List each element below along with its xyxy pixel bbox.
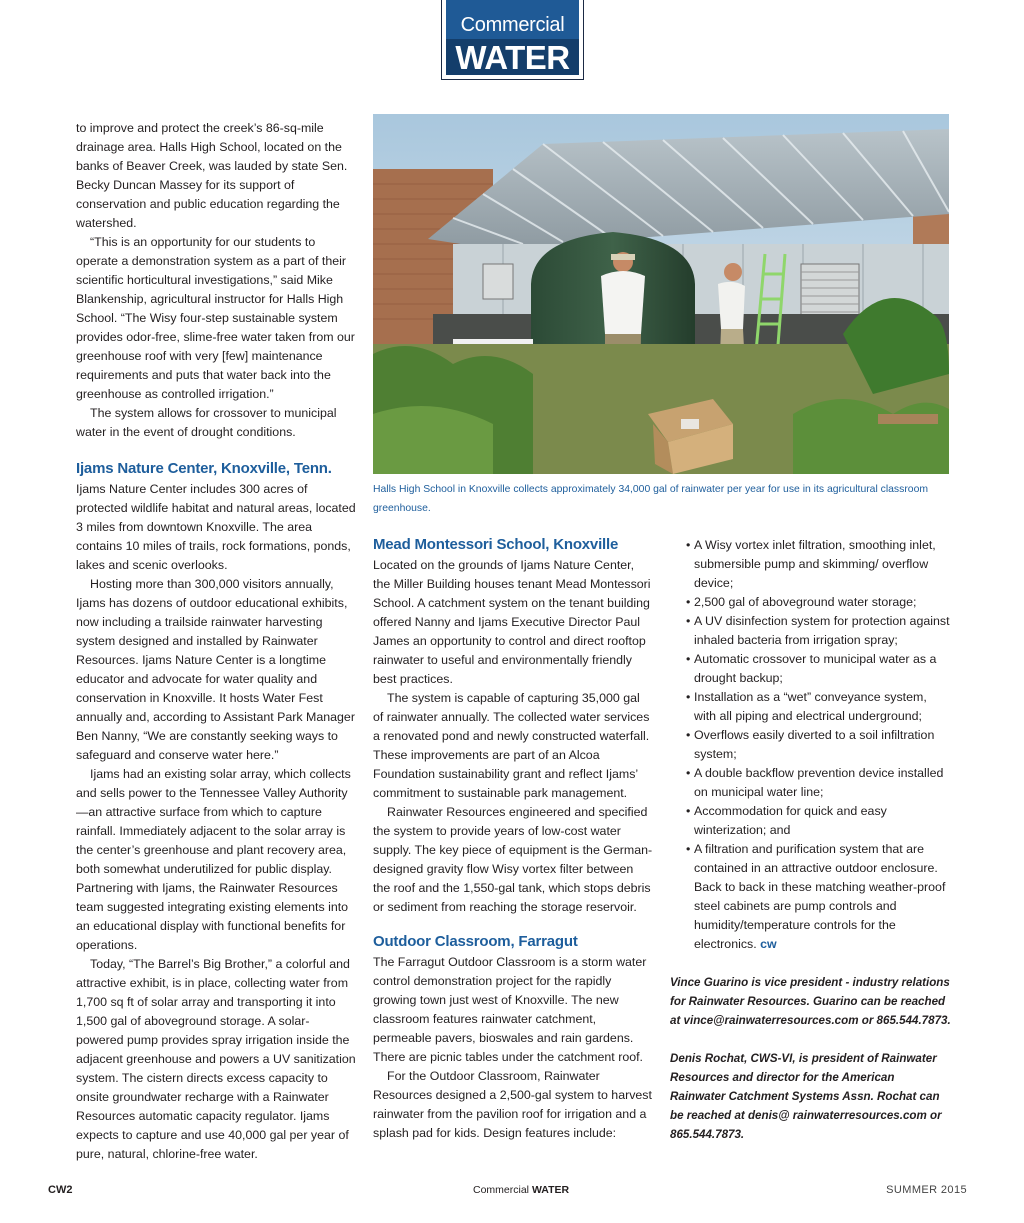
list-item: • A UV disinfection system for protection against inhaled bacteria from irrigation spray;: [686, 612, 952, 650]
paragraph: Rainwater Resources engineered and specified the system to provide years of low-cost water supply. The key piece of equipment is the German-designed gravity flow Wisy vortex filter between the roof and the 1,550-gal tank, which stops debris or sediment from reaching the storage reservoir.: [373, 805, 653, 914]
list-item: • Installation as a “wet” conveyance system, with all piping and electrical underground;: [686, 688, 952, 726]
end-mark: cw: [760, 937, 777, 951]
paragraph: Ijams Nature Center includes 300 acres of protected wildlife habitat and natural areas, located 3 miles from downtown Knoxville. The area contains 10 miles of trails, rock formations, ponds, lakes and scenic overlooks.: [76, 482, 356, 572]
section-heading-mead-montessori: Mead Montessori School, Knoxville: [373, 536, 619, 553]
list-item: • Overflows easily diverted to a soil infiltration system;: [686, 726, 952, 764]
page-number: CW2: [48, 1184, 73, 1196]
paragraph: The Farragut Outdoor Classroom is a storm water control demonstration project for the rapidly growing town just west of Knoxville. The new classroom features rainwater catchment, permeable pavers, bioswales and rain gardens. There are picnic tables under the catchment roof.: [373, 955, 647, 1064]
masthead-panel: [446, 0, 579, 75]
greenhouse-rain-tank-photo: [373, 114, 949, 474]
paragraph: to improve and protect the creek’s 86-sq-mile drainage area. Halls High School, located on the banks of Beaver Creek, was lauded by state Sen. Becky Duncan Massey for its support of conservation and public education regarding the watershed.: [76, 121, 348, 230]
issue-date: SUMMER 2015: [886, 1184, 967, 1196]
paragraph: The system is capable of capturing 35,000 gal of rainwater annually. The collected water services a renovated pond and newly constructed waterfall. These improvements are part of an Alcoa Foundation sustainability grant and reflect Ijams’ commitment to sustainable park management.: [373, 691, 650, 800]
author-bio-rochat: Denis Rochat, CWS-VI, is president of Rainwater Resources and director for the American Rainwater Catchment Systems Assn. Rochat can be reached at denis@ rainwaterresources.com or 865.544.7873.: [670, 1052, 942, 1141]
column-right: [670, 536, 952, 1144]
list-item: • A double backflow prevention device installed on municipal water line;: [686, 764, 952, 802]
footer-mag-suffix: WATER: [531, 1184, 570, 1196]
masthead-commercial: Commercial: [460, 14, 565, 36]
author-bio-guarino: Vince Guarino is vice president - industry relations for Rainwater Resources. Guarino can be reached at vince@rainwaterresources.com or 865.544.7873.: [670, 976, 951, 1027]
author-bios: [670, 973, 952, 1144]
list-item: • 2,500 gal of aboveground water storage;: [686, 593, 952, 612]
masthead-logo: [441, 0, 584, 80]
design-features-list: [686, 536, 952, 954]
paragraph: Today, “The Barrel’s Big Brother,” a colorful and attractive exhibit, is in place, collecting water from 1,700 sq ft of solar array and transporting it into 1,500 gal of aboveground storage. A solar-powered pump provides spray irrigation inside the adjacent greenhouse and powers a UV sanitization system. The cistern directs excess capacity to onsite groundwater recharge with a Rainwater Resources automatic capacity regulator. Ijams expects to capture and use 40,000 gal per year of pure, natural, chlorine-free water.: [76, 957, 356, 1161]
section-heading-outdoor-classroom: Outdoor Classroom, Farragut: [373, 933, 578, 950]
paragraph: Ijams had an existing solar array, which collects and sells power to the Tennessee Valley Authority—an attractive surface from which to capture rainfall. Immediately adjacent to the solar array is the center’s greenhouse and plant recovery area, both somewhat underutilized for public display. Partnering with Ijams, the Rainwater Resources team suggested integrating existing elements into an educational display with functional benefits for operations.: [76, 767, 351, 952]
paragraph: For the Outdoor Classroom, Rainwater Resources designed a 2,500-gal system to harvest rainwater from the pavilion roof for irrigation and a splash pad for kids. Design features include:: [373, 1069, 652, 1140]
column-middle: [373, 534, 653, 1143]
column-left: [76, 119, 357, 1164]
footer-magazine-name: [473, 1184, 569, 1196]
list-item: • Accommodation for quick and easy winterization; and: [686, 802, 952, 840]
list-item-last: [686, 840, 952, 954]
photo-caption: Halls High School in Knoxville collects approximately 34,000 gal of rainwater per year for use in its agricultural classroom greenhouse.: [373, 484, 929, 514]
section-heading-ijams: Ijams Nature Center, Knoxville, Tenn.: [76, 460, 332, 477]
footer-mag-prefix: Commercial: [473, 1184, 530, 1196]
masthead-water: WATER: [446, 39, 579, 75]
paragraph: Located on the grounds of Ijams Nature Center, the Miller Building houses tenant Mead Montessori School. A catchment system on the tenant building offered Nanny and Ijams Executive Director Paul James an opportunity to control and direct rooftop rainwater to useful and environmentally friendly best practices.: [373, 558, 651, 686]
list-item-text: A filtration and purification system that are contained in an attractive outdoor enclosure. Back to back in these matching weather-proof steel cabinets are pump controls and humidity/temperature controls for the electronics.: [694, 842, 946, 951]
paragraph: Hosting more than 300,000 visitors annually, Ijams has dozens of outdoor educational exhibits, now including a trailside rainwater harvesting system designed and installed by Rainwater Resources. Ijams Nature Center is a longtime educator and advocate for water quality and conservation in Knoxville. It hosts Water Fest annually and, according to Assistant Park Manager Ben Nanny, “We are constantly seeking ways to safeguard and conserve water here.”: [76, 577, 355, 762]
list-item: • A Wisy vortex inlet filtration, smoothing inlet, submersible pump and skimming/ overflow device;: [686, 536, 952, 593]
paragraph: The system allows for crossover to municipal water in the event of drought conditions.: [76, 406, 337, 439]
paragraph: “This is an opportunity for our students to operate a demonstration system as a part of their scientific horticultural investigations,” said Mike Blankenship, agricultural instructor for Halls High School. “The Wisy four-step sustainable system provides odor-free, slime-free water taken from our greenhouse roof with very [few] maintenance requirements and puts that water back into the greenhouse as controlled irrigation.”: [76, 235, 355, 401]
list-item: • Automatic crossover to municipal water as a drought backup;: [686, 650, 952, 688]
